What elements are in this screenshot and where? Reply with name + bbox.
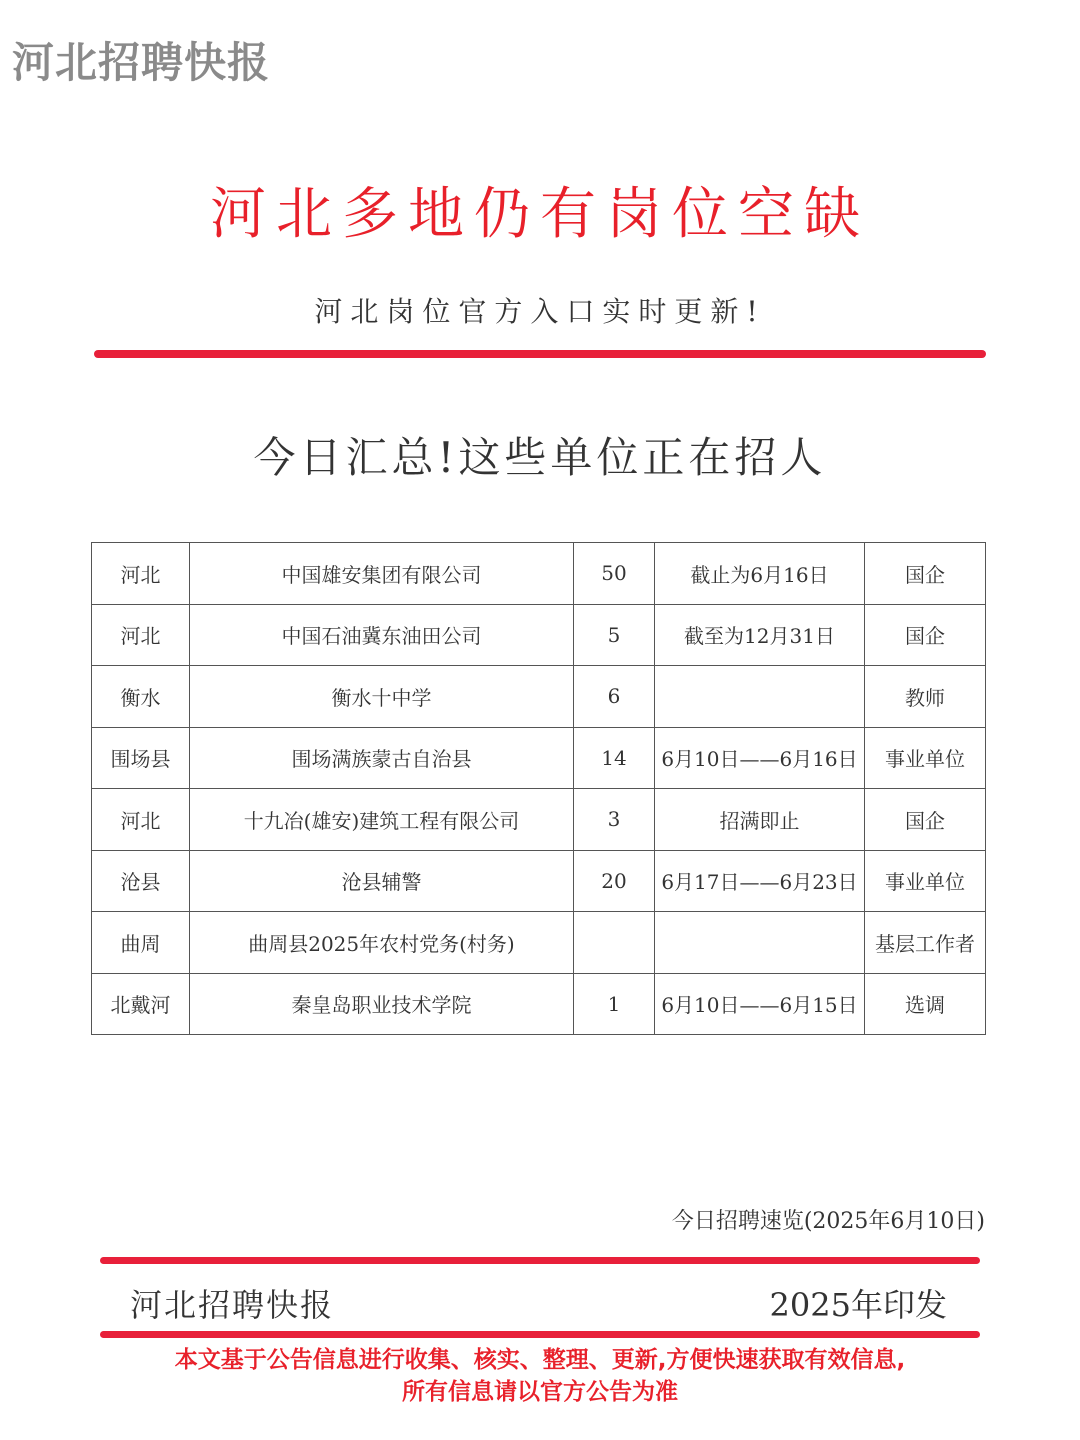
cell-deadline: 6月10日——6月15日 [655,973,865,1035]
cell-type: 国企 [865,543,986,605]
disclaimer-line-2: 所有信息请以官方公告为准 [402,1379,678,1405]
cell-count: 20 [574,850,655,912]
footer-issued: 2025年印发 [769,1286,947,1324]
jobs-table [91,542,986,1035]
cell-employer: 中国雄安集团有限公司 [190,543,574,605]
cell-region: 河北 [92,604,190,666]
table-row [92,604,986,666]
cell-count: 6 [574,666,655,728]
summary-heading: 今日汇总!这些单位正在招人 [253,433,827,482]
cell-count: 3 [574,789,655,851]
cell-region: 衡水 [92,666,190,728]
cell-count: 50 [574,543,655,605]
table-row [92,850,986,912]
cell-type: 选调 [865,973,986,1035]
cell-type: 教师 [865,666,986,728]
cell-deadline [655,666,865,728]
cell-type: 国企 [865,604,986,666]
cell-region: 河北 [92,543,190,605]
cell-region: 河北 [92,789,190,851]
cell-region: 沧县 [92,850,190,912]
cell-employer: 十九冶(雄安)建筑工程有限公司 [190,789,574,851]
page-subtitle: 河北岗位官方入口实时更新! [314,295,766,328]
cell-deadline: 截止为6月16日 [655,543,865,605]
table-row [92,727,986,789]
cell-deadline: 6月10日——6月16日 [655,727,865,789]
cell-employer: 沧县辅警 [190,850,574,912]
cell-deadline: 招满即止 [655,789,865,851]
cell-count: 5 [574,604,655,666]
cell-region: 围场县 [92,727,190,789]
cell-employer: 围场满族蒙古自治县 [190,727,574,789]
cell-employer: 曲周县2025年农村党务(村务) [190,912,574,974]
footer-divider-bottom [100,1331,980,1338]
cell-type: 基层工作者 [865,912,986,974]
table-row [92,789,986,851]
header-divider [94,350,986,358]
cell-employer: 衡水十中学 [190,666,574,728]
disclaimer-line-1: 本文基于公告信息进行收集、核实、整理、更新,方便快速获取有效信息, [174,1347,906,1373]
cell-count: 14 [574,727,655,789]
cell-deadline [655,912,865,974]
watermark-logo: 河北招聘快报 [12,38,271,87]
cell-type: 国企 [865,789,986,851]
cell-deadline: 6月17日——6月23日 [655,850,865,912]
cell-deadline: 截至为12月31日 [655,604,865,666]
cell-region: 北戴河 [92,973,190,1035]
cell-type: 事业单位 [865,727,986,789]
table-row [92,973,986,1035]
cell-region: 曲周 [92,912,190,974]
footer-divider-top [100,1257,980,1264]
table-row [92,912,986,974]
page-title: 河北多地仍有岗位空缺 [210,182,870,247]
table-row [92,543,986,605]
cell-employer: 中国石油冀东油田公司 [190,604,574,666]
cell-count: 1 [574,973,655,1035]
table-row [92,666,986,728]
footer-date-note: 今日招聘速览(2025年6月10日) [671,1209,985,1234]
cell-employer: 秦皇岛职业技术学院 [190,973,574,1035]
disclaimer [0,1344,1080,1408]
footer-org: 河北招聘快报 [130,1286,335,1324]
cell-type: 事业单位 [865,850,986,912]
cell-count [574,912,655,974]
